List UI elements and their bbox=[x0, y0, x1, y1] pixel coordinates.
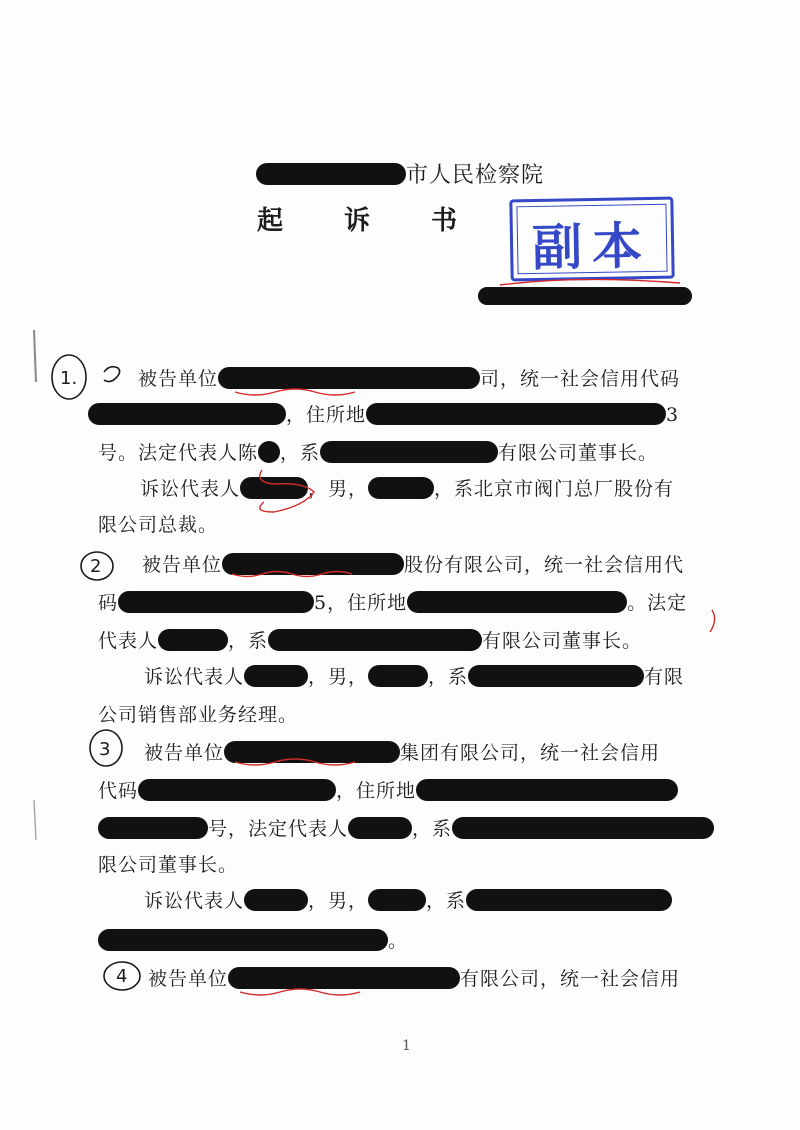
redaction bbox=[218, 367, 480, 389]
text: 诉讼代表人 bbox=[144, 890, 245, 912]
redaction bbox=[98, 817, 208, 839]
text: 3 bbox=[666, 404, 680, 426]
margin-mark-lower bbox=[34, 800, 36, 840]
d2-line2 bbox=[98, 588, 687, 615]
circle-mark-4 bbox=[104, 962, 140, 990]
item-number-1: 1. bbox=[60, 368, 78, 389]
redaction bbox=[158, 629, 228, 651]
redaction bbox=[224, 741, 400, 763]
document-title: 起 诉 书 bbox=[256, 206, 484, 236]
procuratorate-name bbox=[0, 158, 800, 189]
margin-tick-red bbox=[710, 610, 715, 632]
item-number-3: 3 bbox=[99, 739, 111, 760]
redaction bbox=[466, 889, 672, 911]
text: ，住所地 bbox=[336, 780, 417, 802]
redaction bbox=[258, 441, 280, 463]
text: 。 bbox=[388, 930, 409, 952]
redaction bbox=[416, 779, 678, 801]
d1-rep-cont: 限公司总裁。 bbox=[98, 514, 219, 536]
redaction bbox=[366, 403, 666, 425]
redaction bbox=[228, 967, 460, 989]
text: ，系 bbox=[280, 442, 321, 464]
text: 代码 bbox=[98, 780, 139, 802]
d1-line1 bbox=[138, 364, 680, 391]
redaction bbox=[452, 817, 714, 839]
d3-line1 bbox=[144, 738, 660, 765]
case-number-redaction bbox=[478, 287, 692, 305]
label: 被告单位 bbox=[142, 554, 223, 576]
d3-line2 bbox=[98, 776, 678, 803]
d2-line1 bbox=[142, 550, 684, 577]
d1-line2 bbox=[88, 400, 679, 427]
text: ，男， bbox=[308, 666, 369, 688]
label: 被告单位 bbox=[138, 368, 219, 390]
d2-line3 bbox=[98, 626, 642, 653]
d1-line3 bbox=[98, 438, 658, 465]
text: 有限公司董事长。 bbox=[498, 442, 659, 464]
redaction bbox=[222, 553, 404, 575]
text: 诉讼代表人 bbox=[144, 666, 245, 688]
item-number-2: 2 bbox=[90, 556, 102, 577]
redaction bbox=[348, 817, 412, 839]
text: ，系 bbox=[428, 666, 469, 688]
page-number: 1 bbox=[402, 1038, 411, 1054]
text: ，男， bbox=[308, 890, 369, 912]
redaction bbox=[138, 779, 336, 801]
margin-mark bbox=[34, 330, 36, 382]
redaction bbox=[240, 477, 308, 499]
text: 有限公司董事长。 bbox=[482, 630, 643, 652]
text: 码 bbox=[98, 592, 119, 614]
redaction bbox=[368, 477, 434, 499]
check-mark-1 bbox=[104, 367, 120, 382]
label: 被告单位 bbox=[148, 968, 229, 990]
text: 股份有限公司，统一社会信用代 bbox=[404, 554, 685, 576]
redaction bbox=[244, 665, 308, 687]
d1-rep bbox=[140, 474, 674, 501]
text: 诉讼代表人 bbox=[140, 478, 241, 500]
circle-mark-2 bbox=[81, 552, 113, 580]
text: 代表人 bbox=[98, 630, 159, 652]
text: 司，统一社会信用代码 bbox=[480, 368, 681, 390]
text: 有限 bbox=[644, 666, 685, 688]
redaction bbox=[118, 591, 314, 613]
item-number-4: 4 bbox=[116, 966, 128, 987]
redaction bbox=[88, 403, 286, 425]
text: ，系 bbox=[412, 818, 453, 840]
redaction bbox=[268, 629, 482, 651]
text: 号。法定代表人陈 bbox=[98, 442, 259, 464]
redaction bbox=[368, 889, 426, 911]
circle-mark-3 bbox=[90, 730, 122, 766]
d3-line3 bbox=[98, 814, 714, 841]
circle-mark-1 bbox=[52, 355, 86, 399]
redaction bbox=[98, 929, 388, 951]
text: 5，住所地 bbox=[314, 592, 408, 614]
copy-stamp bbox=[509, 197, 674, 282]
text: ，系北京市阀门总厂股份有 bbox=[434, 478, 675, 500]
d2-rep bbox=[144, 662, 684, 689]
text: 号，法定代表人 bbox=[208, 818, 349, 840]
d3-line4: 限公司董事长。 bbox=[98, 854, 239, 876]
text: 。法定 bbox=[627, 592, 688, 614]
redaction bbox=[368, 665, 428, 687]
redaction bbox=[468, 665, 644, 687]
text: ，住所地 bbox=[286, 404, 367, 426]
d4-line1 bbox=[148, 964, 680, 991]
d3-rep-cont bbox=[98, 926, 408, 953]
text: ，男， bbox=[308, 478, 369, 500]
text: 有限公司，统一社会信用 bbox=[460, 968, 681, 990]
text: 集团有限公司，统一社会信用 bbox=[400, 742, 661, 764]
label: 被告单位 bbox=[144, 742, 225, 764]
text: ，系 bbox=[426, 890, 467, 912]
redaction bbox=[256, 163, 406, 185]
stamp-text: 副本 bbox=[531, 216, 653, 278]
redaction bbox=[407, 591, 627, 613]
text: ，系 bbox=[228, 630, 269, 652]
redaction bbox=[320, 441, 498, 463]
org-suffix: 市人民检察院 bbox=[405, 163, 544, 188]
d2-rep-cont: 公司销售部业务经理。 bbox=[98, 704, 299, 726]
redaction bbox=[244, 889, 308, 911]
d3-rep bbox=[144, 886, 672, 913]
